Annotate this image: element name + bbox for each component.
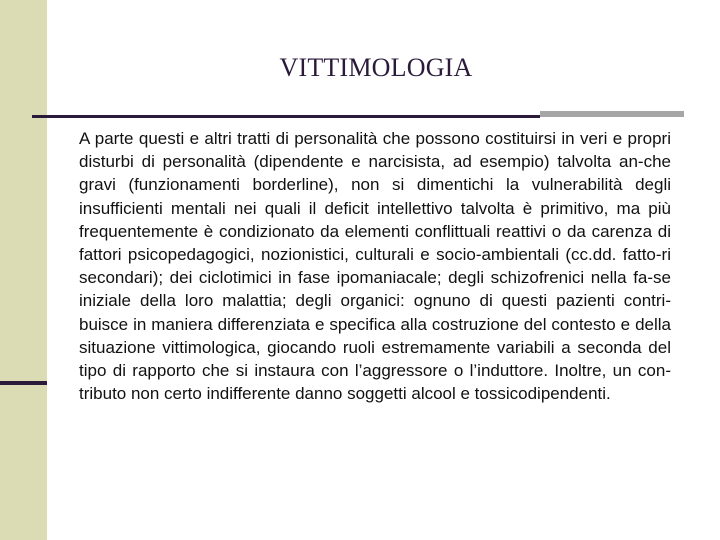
title-underline-rule xyxy=(32,115,540,118)
slide-title: VITTIMOLOGIA xyxy=(279,53,473,82)
title-accent-rule xyxy=(540,111,684,117)
left-band-accent-bar xyxy=(0,381,47,385)
slide-body-text: A parte questi e altri tratti di personalità che possono costituirsi in veri e propri disturbi di personalità (dipendente e narcisista, ad esempio) talvolta an-che gravi (funzionamenti borderline), non si dimentichi la vulnerabilità degli insufficienti mentali nei quali il deficit intellettivo talvolta è primitivo, ma più frequentemente è condizionato da elementi conflittuali reattivi o da carenza di fattori psicopedagogici, nozionistici, culturali e socio-ambientali (cc.dd. fatto-ri secondari); dei ciclotimici in fase ipomaniacale; degli schizofrenici nella fa-se iniziale della loro malattia; degli organici: ognuno di questi pazienti contri-buisce in maniera differenziata e specifica alla costruzione del contesto e della situazione vittimologica, giocando ruoli estremamente variabili a seconda del tipo di rapporto che si instaura con l’aggressore o l’induttore. Inoltre, un con-tributo non certo indifferente danno soggetti alcool e tossicodipendenti. xyxy=(79,129,671,404)
